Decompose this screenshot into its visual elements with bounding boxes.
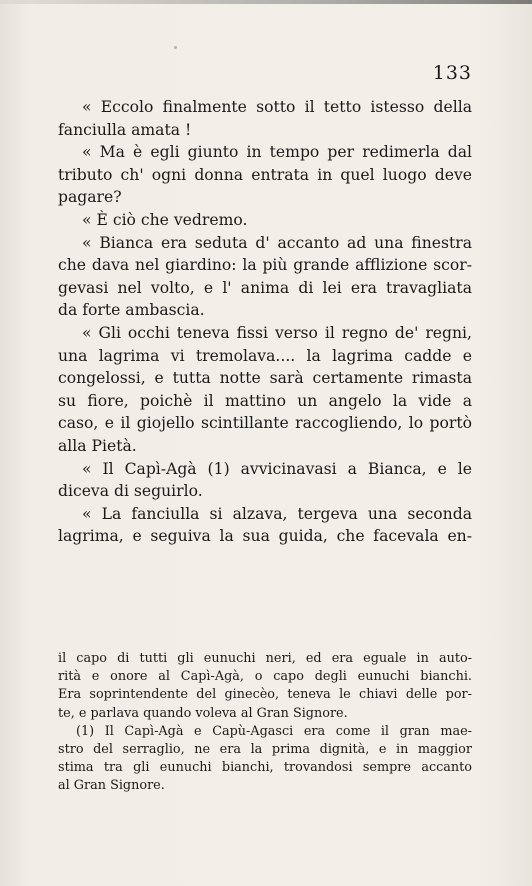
page-top-edge	[0, 0, 532, 4]
body-line: « Il Capì-Agà (1) avvicinavasi a Bianca, e le	[82, 459, 472, 478]
body-line: fanciulla amata !	[58, 120, 192, 139]
body-line: pagare?	[58, 188, 122, 207]
footnote-line: stro del serraglio, ne era la prima dignità, e in maggior	[58, 741, 472, 757]
body-line: « La fanciulla si alzava, tergeva una seconda	[82, 504, 472, 523]
body-line: « Ma è egli giunto in tempo per redimerla dal	[82, 143, 472, 162]
body-text	[58, 96, 472, 548]
paper-speck	[174, 46, 177, 49]
body-line: da forte ambascia.	[58, 301, 205, 320]
footnote-line: (1) Il Capì-Agà e Capù-Agasci era come il gran mae-	[76, 723, 472, 739]
body-line: « Gli occhi teneva fissi verso il regno de' regni,	[82, 323, 472, 342]
footnote-line: al Gran Signore.	[58, 778, 165, 794]
body-line: alla Pietà.	[58, 436, 137, 455]
body-line: che dava nel giardino: la più grande afflizione scor-	[58, 256, 472, 275]
footnote-line: te, e parlava quando voleva al Gran Signore.	[58, 705, 348, 721]
body-line: « Eccolo finalmente sotto il tetto istesso della	[82, 98, 472, 116]
body-line: tributo ch' ogni donna entrata in quel luogo deve	[58, 165, 472, 184]
body-line: lagrima, e seguiva la sua guida, che facevala en-	[58, 527, 472, 546]
page-number: 133	[432, 62, 472, 84]
body-line: diceva di seguirlo.	[58, 482, 203, 501]
body-line: congelossi, e tutta notte sarà certamente rimasta	[58, 369, 472, 388]
body-line: una lagrima vi tremolava.... la lagrima cadde e	[58, 346, 472, 365]
footnote-line: Era soprintendente del ginecèo, teneva le chiavi delle por-	[58, 687, 472, 703]
footnote-line: il capo di tutti gli eunuchi neri, ed era eguale in auto-	[58, 651, 472, 666]
footnote-line: stima tra gli eunuchi bianchi, trovandosi sempre accanto	[58, 760, 472, 776]
body-line: gevasi nel volto, e l' anima di lei era travagliata	[58, 278, 472, 297]
footnotes	[58, 650, 472, 796]
footnote-line: rità e onore al Capì-Agà, o capo degli eunuchi bianchi.	[58, 669, 472, 685]
body-line: « Bianca era seduta d' accanto ad una finestra	[82, 233, 472, 252]
body-line: « È ciò che vedremo.	[82, 210, 248, 229]
body-line: su fiore, poichè il mattino un angelo la vide a	[58, 391, 472, 410]
body-line: caso, e il giojello scintillante raccogliendo, lo portò	[58, 414, 472, 433]
